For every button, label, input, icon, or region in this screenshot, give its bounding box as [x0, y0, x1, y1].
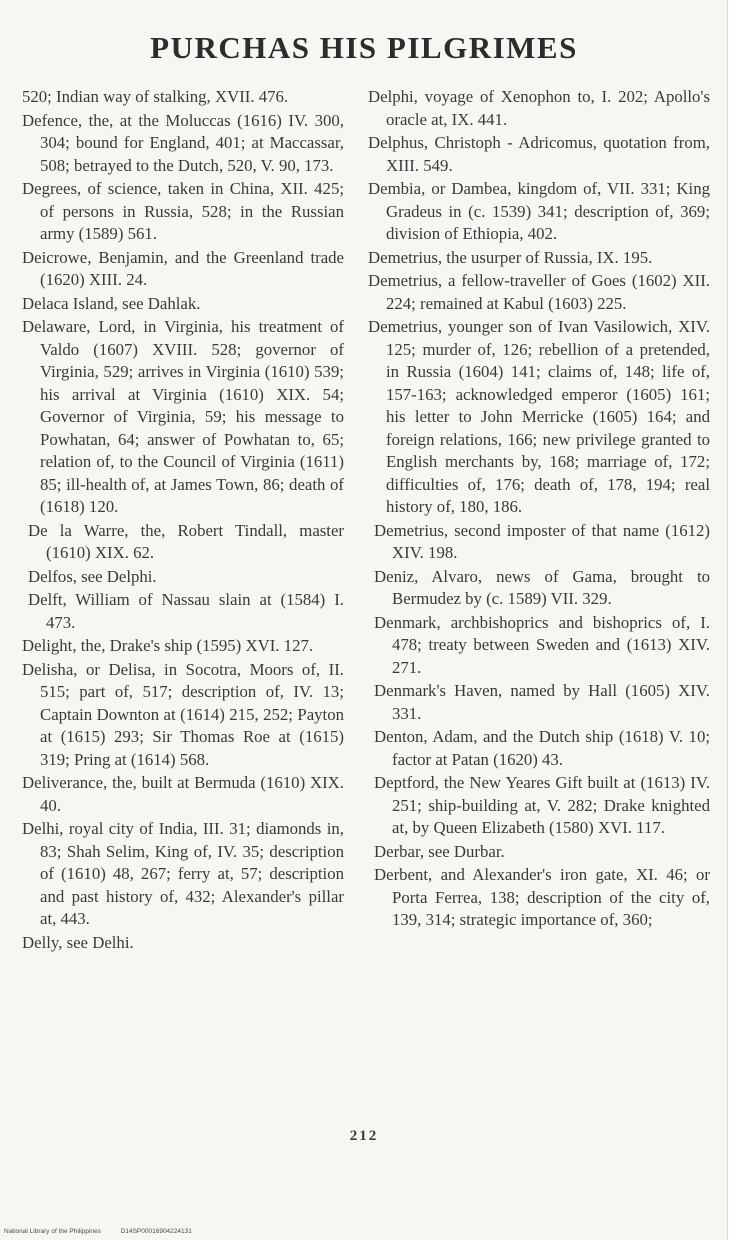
index-column-left [22, 86, 344, 955]
index-entry: Delfos, see Delphi. [28, 566, 157, 586]
index-entry: Delight, the, Drake's ship (1595) XVI. 127. [22, 636, 314, 655]
index-entry: Denmark, archbishoprics and bishoprics of, I. 478; treaty between Sweden and (1613) XIV. 271. [374, 612, 710, 677]
page-edge [727, 0, 740, 1240]
index-entry: Dembia, or Dambea, kingdom of, VII. 331; King Gradeus in (c. 1539) 341; description of, 369; division of Ethiopia, 402. [368, 179, 710, 243]
index-entry: Deniz, Alvaro, news of Gama, brought to Bermudez by (c. 1589) VII. 329. [374, 566, 710, 608]
index-entry: Degrees, of science, taken in China, XII. 425; of persons in Russia, 528; in the Russian army (1589) 561. [22, 179, 344, 243]
footer-library: National Library of the Philippines [4, 1228, 101, 1235]
index-entry: Denton, Adam, and the Dutch ship (1618) V. 10; factor at Patan (1620) 43. [374, 727, 710, 769]
page-title: PURCHAS HIS PILGRIMES [150, 30, 578, 65]
index-entry: Delly, see Delhi. [22, 932, 134, 952]
footer-code: D14SP00016904224131 [120, 1228, 192, 1235]
index-entry: Delisha, or Delisa, in Socotra, Moors of, II. 515; part of, 517; description of, IV. 13; Captain Downton at (1614) 215, 252; Payton at (1615) 293; Sir Thomas Roe at (1615) 319; Pring at (1614) 568. [22, 659, 344, 769]
page-number: 212 [349, 1128, 379, 1144]
index-entry: Demetrius, younger son of Ivan Vasilowich, XIV. 125; murder of, 126; rebellion of a pretended, in Russia (1604) 141; claims of, 148; life of, 157-163; acknowledged emperor (1605) 161; his letter to John Merricke (1605) 164; and foreign relations, 166; new privilege granted to English merchants by, 168; marriage of, 172; difficulties of, 176; death of, 178, 194; real history of, 180, 186. [368, 317, 710, 516]
index-entry: Delphus, Christoph - Adricomus, quotation from, XIII. 549. [368, 133, 710, 175]
index-entry: Delaca Island, see Dahlak. [22, 293, 201, 313]
index-entry: Defence, the, at the Moluccas (1616) IV. 300, 304; bound for England, 401; at Maccassar, 508; betrayed to the Dutch, 520, V. 90, 173. [22, 110, 344, 175]
index-entry: Delft, William of Nassau slain at (1584) I. 473. [28, 590, 344, 632]
index-entry: Delaware, Lord, in Virginia, his treatment of Valdo (1607) XVIII. 528; governor of Virginia, 529; arrives in Virginia (1610) 539; his arrival at Virginia (1610) XIX. 54; Governor of Virginia, 59; his message to Powhatan, 64; answer of Powhatan to, 65; relation of, to the Council of Virginia (1611) 85; ill-health of, at James Town, 86; death of (1618) 120. [22, 317, 344, 516]
index-entry: Deliverance, the, built at Bermuda (1610) XIX. 40. [22, 773, 344, 815]
index-entry: De la Warre, the, Robert Tindall, master (1610) XIX. 62. [28, 520, 344, 562]
index-entry: Demetrius, the usurper of Russia, IX. 195. [368, 247, 653, 267]
index-entry: Delhi, royal city of India, III. 31; diamonds in, 83; Shah Selim, King of, IV. 35; description of (1610) 48, 267; ferry at, 57; description and past history of, 432; Alexander's pillar at, 443. [22, 819, 344, 928]
index-entry: 520; Indian way of stalking, XVII. 476. [22, 87, 289, 106]
index-entry: Demetrius, second imposter of that name (1612) XIV. 198. [374, 520, 710, 562]
index-entry: Derbar, see Durbar. [374, 841, 505, 861]
index-entry: Deicrowe, Benjamin, and the Greenland trade (1620) XIII. 24. [22, 247, 344, 289]
scan-footer [4, 1228, 210, 1235]
index-column-right [368, 86, 710, 933]
index-entry: Delphi, voyage of Xenophon to, I. 202; Apollo's oracle at, IX. 441. [368, 87, 710, 129]
index-entry: Denmark's Haven, named by Hall (1605) XIV. 331. [374, 681, 710, 723]
index-entry: Demetrius, a fellow-traveller of Goes (1602) XII. 224; remained at Kabul (1603) 225. [368, 271, 710, 313]
index-entry: Derbent, and Alexander's iron gate, XI. 46; or Porta Ferrea, 138; description of the city of, 139, 314; strategic importance of, 360; [374, 865, 710, 929]
index-entry: Deptford, the New Yeares Gift built at (1613) IV. 251; ship-building at, V. 282; Drake knighted at, by Queen Elizabeth (1580) XVI. 117. [374, 773, 710, 837]
